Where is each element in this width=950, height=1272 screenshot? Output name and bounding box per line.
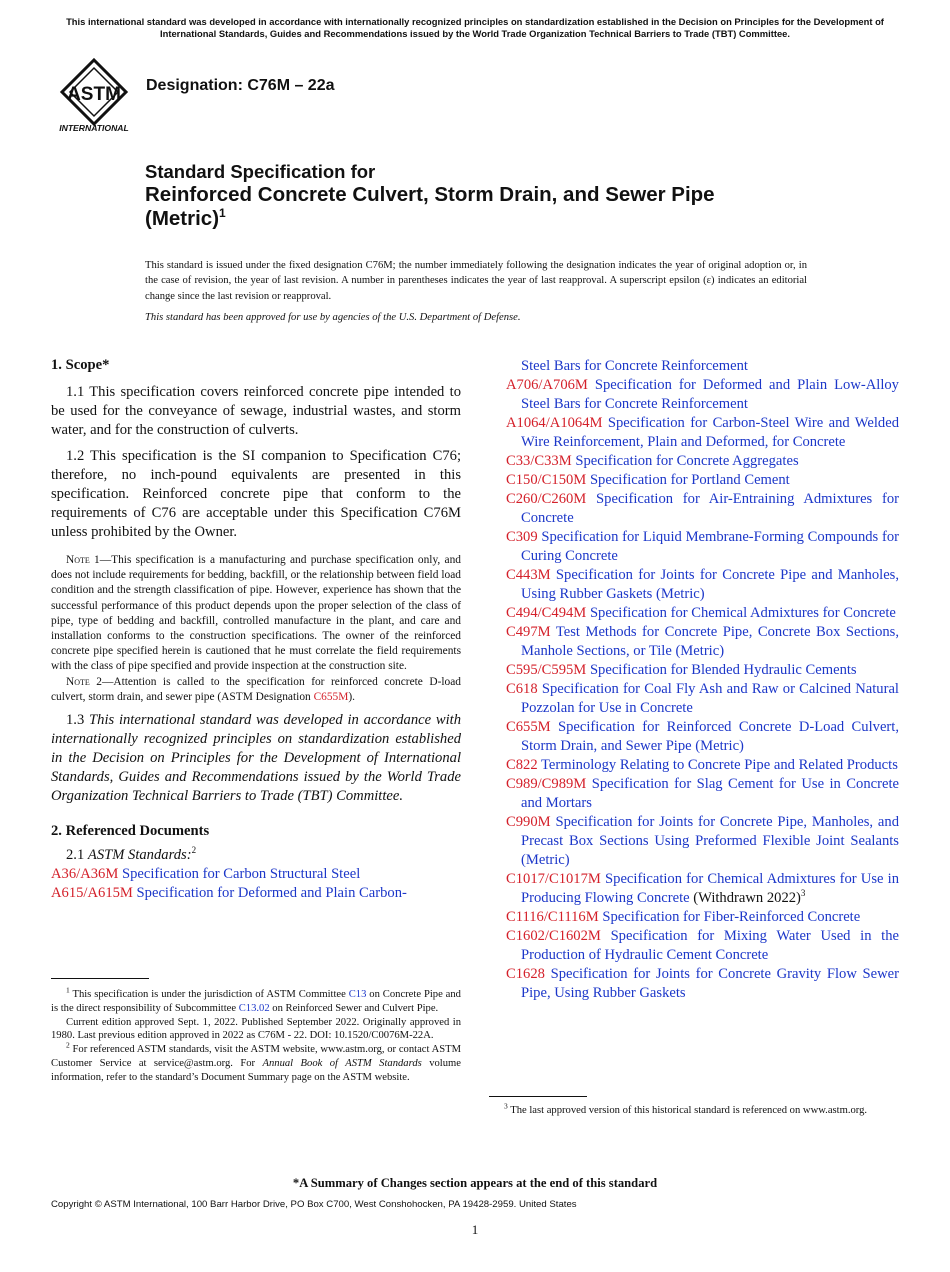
scope-1-3 <box>51 711 461 806</box>
reference-footnote-mark: 3 <box>800 888 806 899</box>
reference-code-link[interactable]: C309 <box>506 529 538 545</box>
referenced-documents-heading: 2. Referenced Documents <box>51 823 210 840</box>
note-1 <box>51 553 461 675</box>
scope-1-3-text: This international standard was developed in accordance with internationally recognized principles on standardization established in the Decision on Principles for the Development of International Standards, Guides and Recommendations issued by the World Trade Organization Technical Barriers to Trade (TBT) Committee. <box>51 712 462 805</box>
reference-title-link[interactable]: Specification for Slag Cement for Use in Concrete and Mortars <box>521 776 899 811</box>
reference-item <box>506 452 899 471</box>
right-column <box>506 357 899 1003</box>
note-2-label: Note 2 <box>66 675 102 688</box>
reference-code-link[interactable]: A706/A706M <box>506 377 588 393</box>
note-2-text-b: ). <box>348 690 356 703</box>
reference-item <box>506 414 899 452</box>
reference-code-link[interactable]: C822 <box>506 757 538 773</box>
ref-a615-continuation[interactable]: Steel Bars for Concrete Reinforcement <box>521 358 748 374</box>
footnote-2-text-b: volume information, refer to the standard’s Document Summary page on the ASTM website. <box>51 1057 461 1083</box>
title-footnote-mark: 1 <box>219 206 226 221</box>
issuance-note: This standard is issued under the fixed designation C76M; the number immediately following the designation indicates the year of original adoption or, in the case of revision, the year of last revision. A number in parentheses indicates the year of last reapproval. A superscript epsilon (ε) indicates an editorial change since the last revision or reapproval. <box>145 260 807 302</box>
reference-code-link[interactable]: C497M <box>506 624 551 640</box>
reference-title-link[interactable]: Specification for Joints for Concrete Pipe, Manholes, and Precast Box Sections Using Preformed Flexible Joint Sealants (Metric) <box>521 814 899 868</box>
logo-wordmark: ASTM <box>67 84 121 105</box>
reference-item <box>506 718 899 756</box>
reference-item <box>506 566 899 604</box>
reference-item <box>506 604 899 623</box>
left-reference-list <box>51 865 461 903</box>
footnote-3-mark: 3 <box>504 1101 508 1111</box>
reference-code-link[interactable]: A1064/A1064M <box>506 415 603 431</box>
footnote-1-link-c13-02[interactable]: C13.02 <box>238 1002 270 1014</box>
reference-code-link[interactable]: C989/C989M <box>506 776 587 792</box>
footnote-2-text-a: For referenced ASTM standards, visit the ASTM website, www.astm.org, or contact ASTM Customer Service at service@astm.org. For <box>51 1044 462 1069</box>
footnote-3-text: The last approved version of this historical standard is referenced on www.astm.org. <box>510 1105 868 1116</box>
footnote-1-text-c: on Reinforced Sewer and Culvert Pipe. <box>269 1002 439 1014</box>
footnote-1-approval: Current edition approved Sept. 1, 2022. Published September 2022. Originally approved in 1980. Last previous edition approved in 2022 as C76M - 22. DOI: 10.1520/C0076M-22A. <box>51 1016 461 1042</box>
astm-logo <box>54 56 134 132</box>
reference-item <box>506 490 899 528</box>
reference-title-link[interactable]: Specification for Joints for Concrete Gravity Flow Sewer Pipe, Using Rubber Gaskets <box>521 966 899 1001</box>
title-line-3-text: (Metric) <box>145 207 220 230</box>
reference-item <box>506 813 899 870</box>
reference-item <box>506 680 899 718</box>
document-title <box>145 160 865 231</box>
note-1-label: Note 1 <box>66 554 100 566</box>
reference-title-link[interactable]: Specification for Carbon Structural Steel <box>121 866 361 883</box>
reference-code-link[interactable]: C1017/C1017M <box>506 871 601 887</box>
note-2-link-c655m[interactable]: C655M <box>313 690 349 703</box>
footnote-2-italic: Annual Book of ASTM Standards <box>262 1057 422 1069</box>
reference-item <box>506 661 899 680</box>
reference-item <box>506 775 899 813</box>
logo-subtitle: INTERNATIONAL <box>59 123 129 132</box>
reference-title-link[interactable]: Specification for Concrete Aggregates <box>575 453 799 469</box>
summary-of-changes-note: *A Summary of Changes section appears at the end of this standard <box>292 1176 658 1190</box>
reference-title-link[interactable]: Test Methods for Concrete Pipe, Concrete Box Sections, Manhole Sections, or Tile (Metric) <box>521 624 899 659</box>
reference-code-link[interactable]: C150/C150M <box>506 472 587 488</box>
reference-code-link[interactable]: C1602/C1602M <box>506 928 601 944</box>
reference-item <box>51 884 461 903</box>
title-line-3 <box>145 207 865 231</box>
reference-item <box>506 756 899 775</box>
reference-code-link[interactable]: C1116/C1116M <box>506 909 599 925</box>
footnote-1-link-c13[interactable]: C13 <box>348 989 367 1000</box>
footnote-2 <box>51 1040 462 1084</box>
reference-code-link[interactable]: C443M <box>506 567 551 583</box>
reference-item <box>506 927 899 965</box>
astm-standards-subheading <box>51 846 461 865</box>
reference-title-link[interactable]: Specification for Coal Fly Ash and Raw or Calcined Natural Pozzolan for Use in Concrete <box>521 681 899 716</box>
footnote-1-mark: 1 <box>66 985 70 995</box>
footnote-3 <box>489 1101 899 1118</box>
scope-1-2: 1.2 This specification is the SI companion to Specification C76; therefore, no inch-pound equivalents are presented in this specification. Reinforced concrete pipe that conform to the requirements of C76 are acceptable under this Specification C76M unless prohibited by the Owner. <box>51 448 461 540</box>
reference-code-link[interactable]: C655M <box>506 719 551 735</box>
reference-title-link[interactable]: Specification for Chemical Admixtures for Use in Producing Flowing Concrete <box>521 871 899 906</box>
reference-title-link[interactable]: Specification for Carbon-Steel Wire and Welded Wire Reinforcement, Plain and Deformed, for Concrete <box>521 415 899 450</box>
footnote-1-text-b: on Concrete Pipe and is the direct responsibility of Subcommittee <box>51 989 461 1014</box>
footnote-divider-left <box>51 978 149 979</box>
reference-item <box>506 965 899 1003</box>
footnotes-left <box>51 985 462 1085</box>
reference-title-link[interactable]: Specification for Blended Hydraulic Cements <box>589 662 857 678</box>
international-notice: This international standard was developed in accordance with internationally recognized principles on standardization established in the Decision on Principles for the Development of International Standards, Guides and Recommendations issued by the World Trade Organization Technical Barriers to Trade (TBT) Committee. <box>66 16 884 39</box>
reference-item <box>506 376 899 414</box>
reference-title-link[interactable]: Specification for Deformed and Plain Carbon- <box>136 885 407 902</box>
designation: Designation: C76M – 22a <box>146 77 335 94</box>
reference-item <box>506 870 899 908</box>
footnote-1-text-a: This specification is under the jurisdiction of ASTM Committee <box>72 989 349 1000</box>
reference-title-link[interactable]: Terminology Relating to Concrete Pipe and Related Products <box>541 757 898 773</box>
scope-heading: 1. Scope* <box>51 357 110 373</box>
reference-title-link[interactable]: Specification for Joints for Concrete Pipe and Manholes, Using Rubber Gaskets (Metric) <box>521 567 899 602</box>
left-column <box>51 356 461 903</box>
dod-approval-note: This standard has been approved for use by agencies of the U.S. Department of Defense. <box>145 312 521 323</box>
right-reference-list <box>506 376 899 1003</box>
page-number: 1 <box>471 1222 479 1237</box>
astm-standards-label: ASTM Standards: <box>87 847 192 864</box>
title-line-1: Standard Specification for <box>145 161 376 182</box>
astm-standards-number: 2.1 <box>66 847 85 864</box>
note-2 <box>51 675 461 705</box>
reference-code-link[interactable]: C990M <box>506 814 551 830</box>
astm-standards-footnote-mark: 2 <box>191 845 197 856</box>
reference-code-link[interactable]: C33/C33M <box>506 453 572 469</box>
reference-title-link[interactable]: Specification for Fiber-Reinforced Concrete <box>602 909 861 925</box>
reference-title-link[interactable]: Specification for Reinforced Concrete D-Load Culvert, Storm Drain, and Sewer Pipe (Metric) <box>521 719 899 754</box>
footnote-2-mark: 2 <box>66 1040 70 1050</box>
reference-code-link[interactable]: C494/C494M <box>506 605 587 621</box>
reference-title-link[interactable]: Specification for Portland Cement <box>589 472 790 488</box>
reference-item <box>506 528 899 566</box>
reference-status: (Withdrawn 2022) <box>689 890 801 906</box>
footnote-1 <box>51 985 461 1016</box>
reference-code-link[interactable]: C260/C260M <box>506 491 587 507</box>
scope-1-3-number: 1.3 <box>66 712 85 729</box>
reference-title-link[interactable]: Specification for Chemical Admixtures for Concrete <box>589 605 896 621</box>
reference-item <box>506 908 899 927</box>
footnote-divider-right <box>489 1096 587 1097</box>
note-2-text-a: —Attention is called to the specification for reinforced concrete D-load culvert, storm drain, and sewer pipe (ASTM Designation <box>51 675 461 703</box>
reference-item <box>506 623 899 661</box>
reference-code-link[interactable]: C618 <box>506 681 538 697</box>
reference-title-link[interactable]: Specification for Liquid Membrane-Forming Compounds for Curing Concrete <box>521 529 900 564</box>
astm-logo-graphic <box>54 56 134 132</box>
reference-title-link[interactable]: Specification for Deformed and Plain Low-Alloy Steel Bars for Concrete Reinforcement <box>521 377 899 412</box>
footnotes-right <box>489 1101 899 1118</box>
reference-code-link[interactable]: A36/A36M <box>51 866 119 883</box>
reference-item <box>506 471 899 490</box>
reference-title-link[interactable]: Specification for Air-Entraining Admixtures for Concrete <box>521 491 900 526</box>
reference-code-link[interactable]: A615/A615M <box>51 885 133 902</box>
note-1-text: —This specification is a manufacturing and purchase specification only, and does not include requirements for bedding, backfill, or the relationship between field load condition and the strength classification of pipe. However, experience has shown that the successful performance of this product depends upon the proper selection of the class of pipe, type of bedding and backfill, controlled manufacture in the plant, and care and installation conforms to the construction specifications. The owner of the reinforced concrete pipe specified herein is cautioned that he must correlate the field requirements with the class of pipe specified and provide inspection at the construction site. <box>51 554 461 673</box>
reference-code-link[interactable]: C1628 <box>506 966 545 982</box>
reference-title-link[interactable]: Specification for Mixing Water Used in the Production of Hydraulic Cement Concrete <box>521 928 899 963</box>
reference-item <box>51 865 461 884</box>
copyright: Copyright © ASTM International, 100 Barr Harbor Drive, PO Box C700, West Conshohocken, PA 19428-2959. United States <box>51 1199 577 1210</box>
reference-code-link[interactable]: C595/C595M <box>506 662 587 678</box>
title-line-2: Reinforced Concrete Culvert, Storm Drain, and Sewer Pipe <box>145 183 715 206</box>
scope-1-1: 1.1 This specification covers reinforced concrete pipe intended to be used for the conveyance of sewage, industrial wastes, and storm water, and for the construction of culverts. <box>51 384 461 438</box>
